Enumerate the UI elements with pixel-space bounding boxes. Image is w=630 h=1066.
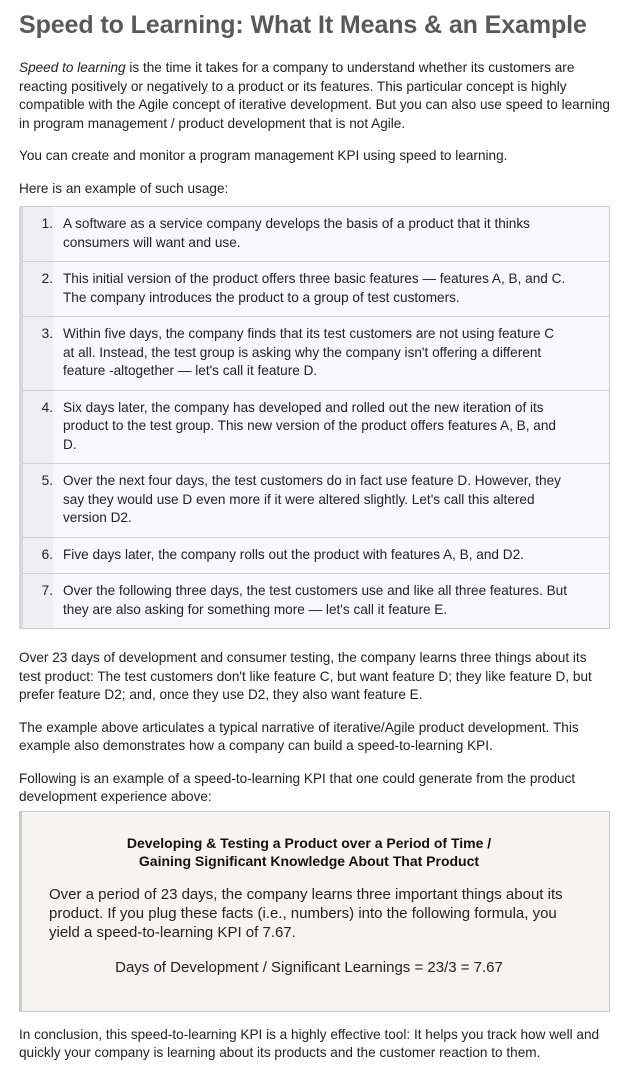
step-number: 2. [23, 262, 53, 316]
kpi-example-box [19, 811, 610, 1012]
example-intro-paragraph: Here is an example of such usage: [19, 180, 229, 196]
intro-paragraph [19, 59, 610, 133]
list-item [23, 463, 609, 537]
step-number: 4. [23, 391, 53, 464]
kpi-box-body: Over a period of 23 days, the company learns three important things about its product. If you plug these facts (i.e., numbers) into the following formula, you yield a speed-to-learning KPI of 7.67. [49, 885, 563, 941]
summary-paragraph: Over 23 days of development and consumer testing, the company learns three things about its test product: The test customers don't like feature C, but want feature D; they like feature D, but prefer feature D2; and, once they use D2, they also want feature E. [19, 650, 592, 702]
kpi-formula: Days of Development / Significant Learnings = 23/3 = 7.67 [115, 958, 503, 976]
list-item [23, 261, 609, 316]
step-number: 3. [23, 317, 53, 390]
step-number: 5. [23, 464, 53, 537]
page-title: Speed to Learning: What It Means & an Example [19, 11, 587, 39]
list-item [23, 390, 609, 464]
step-number: 7. [23, 574, 53, 628]
intro-term: Speed to learning [19, 60, 126, 75]
list-item [23, 207, 609, 261]
step-text: Over the next four days, the test customers do in fact use feature D. However, they say they would use D even more if it were altered slightly. Let's call this altered version D2. [63, 473, 561, 525]
conclusion-paragraph: In conclusion, this speed-to-learning KPI is a highly effective tool: It helps you track how well and quickly your company is learning about its products and the customer reaction to them. [19, 1026, 600, 1060]
step-number: 1. [23, 207, 53, 261]
step-number: 6. [23, 538, 53, 574]
following-paragraph: Following is an example of a speed-to-learning KPI that one could generate from the product development experience above: [19, 770, 576, 804]
kpi-box-title [49, 834, 569, 871]
step-text: Five days later, the company rolls out the product with features A, B, and D2. [63, 546, 524, 562]
narrative-paragraph: The example above articulates a typical narrative of iterative/Agile product development. This example also demonstrates how a company can build a speed-to-learning KPI. [19, 719, 579, 753]
step-text: This initial version of the product offers three basic features — features A, B, and C. The company introduces the product to a group of test customers. [63, 271, 566, 305]
steps-list [19, 206, 610, 629]
kpi-title-line-2: Gaining Significant Knowledge About That Product [138, 853, 480, 869]
list-item [23, 573, 609, 628]
intro-text: is the time it takes for a company to understand whether its customers are reacting positively or negatively to a product or its features. This particular concept is highly compatible with the Agile concept of iterative development. But you can also use speed to learning in program management / product development that is not Agile. [19, 60, 610, 131]
kpi-title-line-1: Developing & Testing a Product over a Period of Time / [126, 834, 492, 851]
step-text: A software as a service company develops the basis of a product that it thinks consumers will want and use. [63, 216, 530, 250]
step-text: Over the following three days, the test customers use and like all three features. But they are also asking for something more — let's call it feature E. [63, 583, 567, 617]
step-text: Six days later, the company has developed and rolled out the new iteration of its product to the test group. This new version of the product offers features A, B, and D. [63, 399, 556, 452]
list-item [23, 316, 609, 390]
kpi-intro-paragraph: You can create and monitor a program management KPI using speed to learning. [19, 148, 508, 163]
list-item [23, 537, 609, 574]
step-text: Within five days, the company finds that its test customers are not using feature C at all. Instead, the test group is asking why the company isn't offering a different feature -altogether — let's call it feature D. [63, 326, 555, 378]
